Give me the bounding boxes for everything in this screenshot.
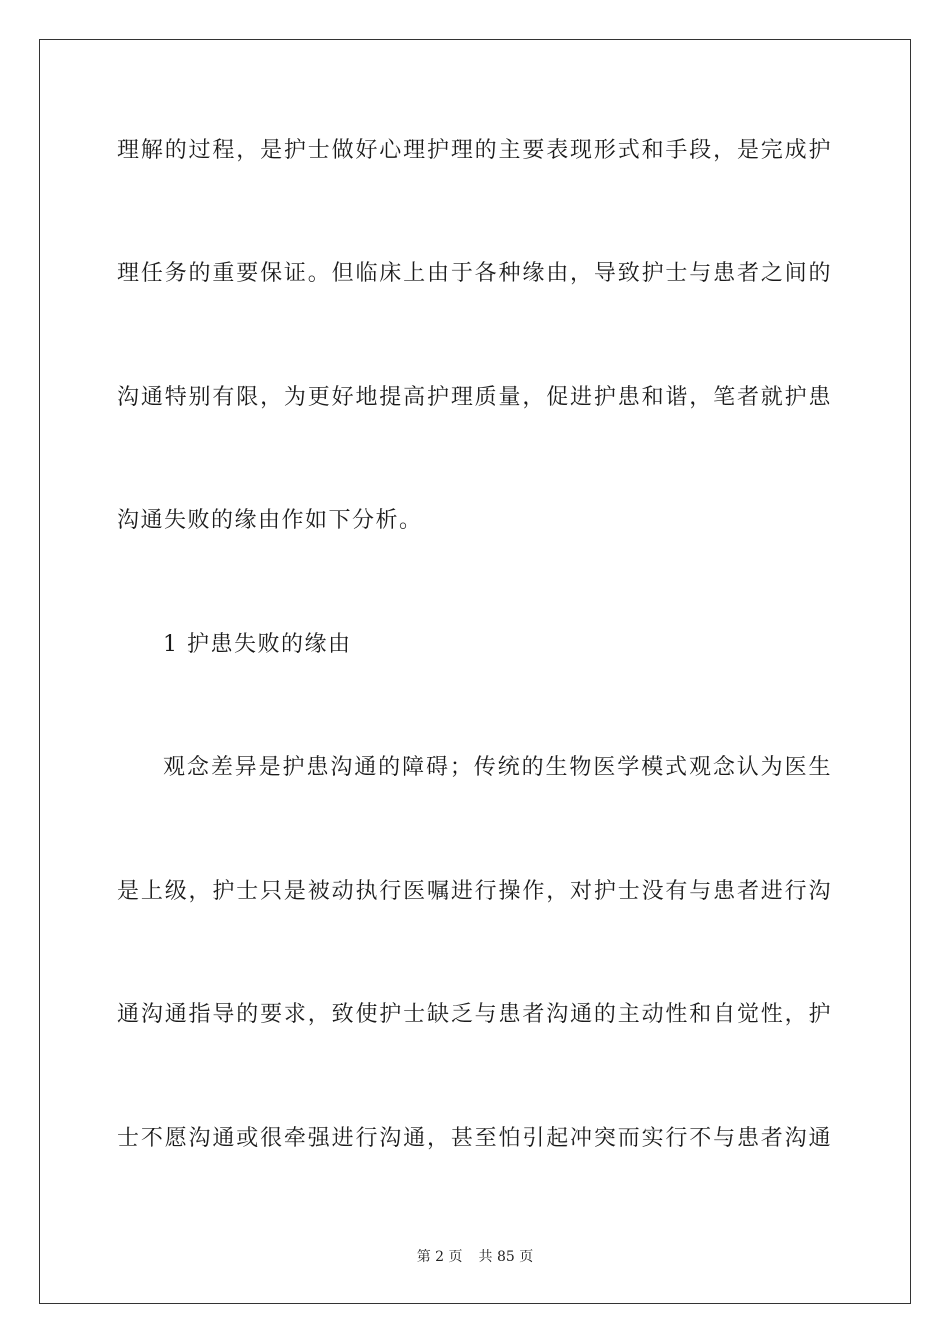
paragraph-line: 理解的过程，是护士做好心理护理的主要表现形式和手段，是完成护: [117, 138, 832, 163]
paragraph-line: 沟通失败的缘由作如下分析。: [117, 508, 423, 533]
paragraph-line: 理任务的重要保证。但临床上由于各种缘由，导致护士与患者之间的: [117, 261, 832, 286]
section-heading: 1 护患失败的缘由: [163, 632, 352, 657]
paragraph-line: 观念差异是护患沟通的障碍；传统的生物医学模式观念认为医生: [163, 755, 832, 780]
paragraph-line: 是上级，护士只是被动执行医嘱进行操作，对护士没有与患者进行沟: [117, 879, 832, 904]
paragraph-line: 士不愿沟通或很牵强进行沟通，甚至怕引起冲突而实行不与患者沟通: [117, 1126, 832, 1151]
page-border: [39, 39, 911, 1304]
page-total: 共 85 页: [478, 1249, 534, 1265]
page-number: 第 2 页: [416, 1249, 463, 1265]
page-footer: [0, 1248, 950, 1266]
paragraph-line: 沟通特别有限，为更好地提高护理质量，促进护患和谐，笔者就护患: [117, 385, 832, 410]
paragraph-line: 通沟通指导的要求，致使护士缺乏与患者沟通的主动性和自觉性，护: [117, 1002, 832, 1027]
